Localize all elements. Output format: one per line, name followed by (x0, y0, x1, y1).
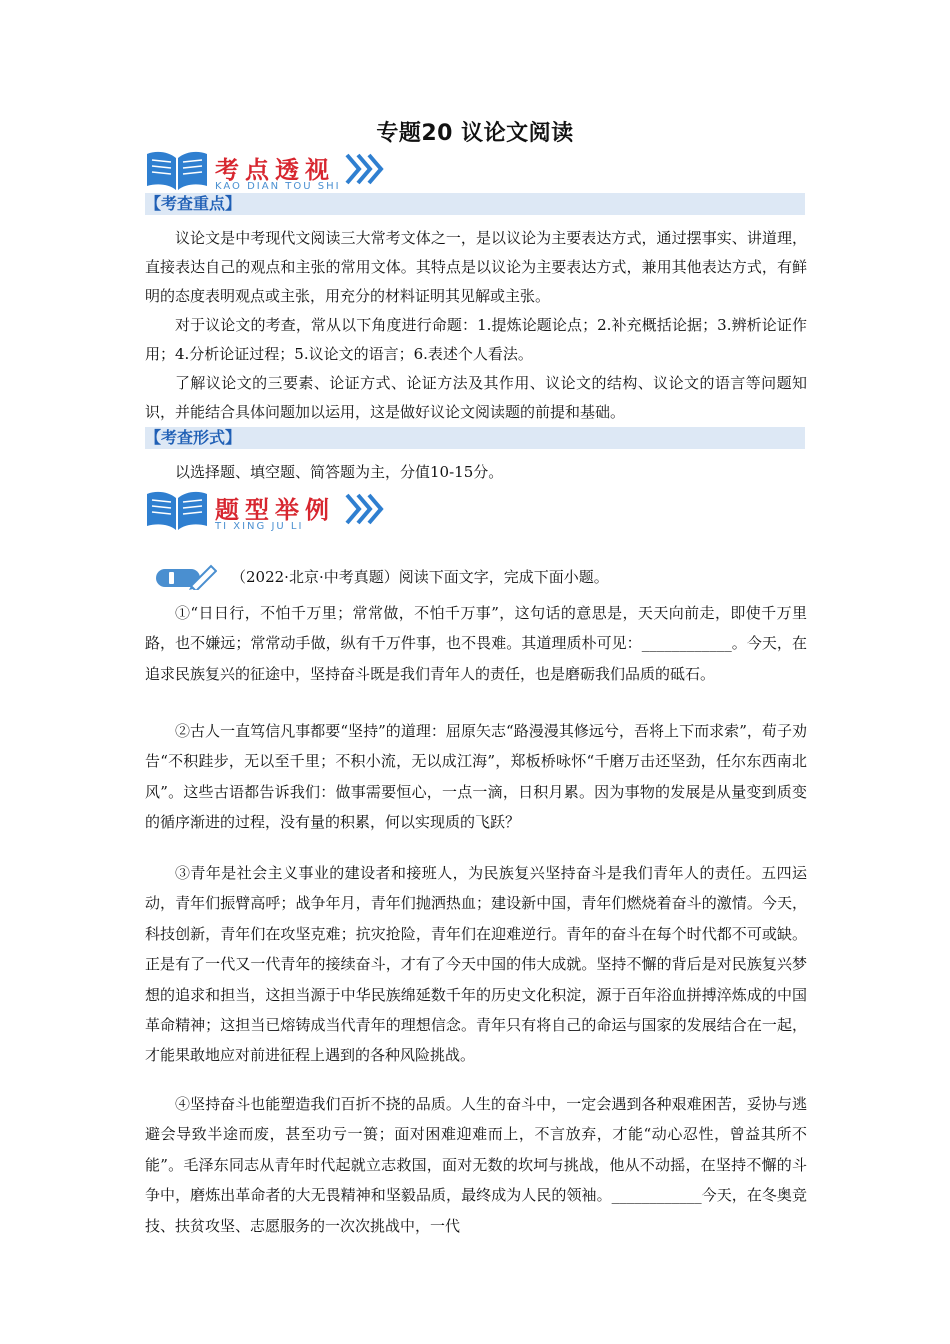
question-intro: （2022·北京·中考真题）阅读下面文字，完成下面小题。 (231, 568, 609, 586)
pencil-badge-icon (155, 564, 217, 590)
passage-paragraph-4: ④坚持奋斗也能塑造我们百折不挠的品质。人生的奋斗中，一定会遇到各种艰难困苦，妥协与逃避会导致半途而废，甚至功亏一篑；面对困难迎难而上，不言放弃，才能“动心忍性，曾益其所不能”。毛泽东同志从青年时代起就立志救国，面对无数的坎坷与挑战，他从不动摇，在坚持不懈的斗争中，磨炼出革命者的大无畏精神和坚毅品质，最终成为人民的领袖。____________今天，在冬奥竞技、扶贫攻坚、志愿服务的一次次挑战中，一代 (145, 1095, 807, 1235)
passage-paragraph-1: ①“日日行，不怕千万里；常常做，不怕千万事”，这句话的意思是，天天向前走，即使千万里路，也不嫌远；常常动手做，纵有千万件事，也不畏难。其道理质朴可见：____________。今天，在追求民族复兴的征途中，坚持奋斗既是我们青年人的责任，也是磨砺我们品质的砥石。 (145, 604, 807, 683)
book-icon (145, 150, 209, 192)
chevron-right-icon (345, 152, 385, 186)
focus-paragraph-3: 了解议论文的三要素、论证方式、论证方法及其作用、议论文的结构、议论文的语言等问题知识，并能结合具体问题加以运用，这是做好议论文阅读题的前提和基础。 (145, 374, 807, 421)
focus-paragraph-1: 议论文是中考现代文阅读三大常考文体之一，是以议论为主要表达方式，通过摆事实、讲道理，直接表达自己的观点和主张的常用文体。其特点是以议论为主要表达方式，兼用其他表达方式，有鲜明的态度表明观点或主张，用充分的材料证明其见解或主张。 (145, 229, 807, 305)
format-paragraph: 以选择题、填空题、简答题为主，分值10-15分。 (175, 463, 504, 481)
banner-title: 考点透视 (215, 156, 335, 184)
passage-paragraph-3: ③青年是社会主义事业的建设者和接班人，为民族复兴坚持奋斗是我们青年人的责任。五四运动，青年们振臂高呼；战争年月，青年们抛洒热血；建设新中国，青年们燃烧着奋斗的激情。今天，科技创新，青年们在攻坚克难；抗灾抢险，青年们在迎难逆行。青年的奋斗在每个时代都不可或缺。正是有了一代又一代青年的接续奋斗，才有了今天中国的伟大成就。坚持不懈的背后是对民族复兴梦想的追求和担当，这担当源于中华民族绵延数千年的历史文化积淀，源于百年浴血拼搏淬炼成的中国革命精神；这担当已熔铸成当代青年的理想信念。青年只有将自己的命运与国家的发展结合在一起，才能果敢地应对前进征程上遇到的各种风险挑战。 (145, 864, 807, 1065)
focus-paragraph-2: 对于议论文的考查，常从以下角度进行命题：1.提炼论题论点；2.补充概括论据；3.辨析论证作用；4.分析论证过程；5.议论文的语言；6.表述个人看法。 (145, 316, 807, 363)
book-icon (145, 490, 209, 532)
section-heading-format: 【考查形式】 (145, 427, 805, 449)
banner-ti-xing-ju-li (145, 490, 405, 538)
banner-title: 题型举例 (215, 496, 335, 524)
page-title: 专题20 议论文阅读 (376, 121, 574, 146)
chevron-right-icon (345, 492, 385, 526)
banner-kao-dian-tou-shi (145, 150, 405, 198)
passage-paragraph-2: ②古人一直笃信凡事都要“坚持”的道理：屈原矢志“路漫漫其修远兮，吾将上下而求索”，荀子劝告“不积跬步，无以至千里；不积小流，无以成江海”，郑板桥咏怀“千磨万击还坚劲，任尔东西南北风”。这些古语都告诉我们：做事需要恒心，一点一滴，日积月累。因为事物的发展是从量变到质变的循序渐进的过程，没有量的积累，何以实现质的飞跃？ (145, 722, 807, 832)
banner-subtitle: TI XING JU LI (215, 521, 304, 532)
banner-subtitle: KAO DIAN TOU SHI (215, 181, 341, 192)
question-intro-line (155, 564, 815, 590)
section-heading-focus: 【考查重点】 (145, 193, 805, 215)
